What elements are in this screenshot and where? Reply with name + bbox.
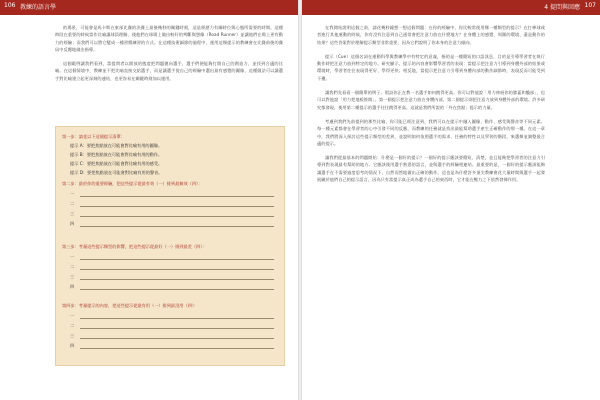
answer-line[interactable] [80, 259, 274, 260]
answer-line[interactable] [80, 196, 274, 197]
rank-label-1: 一 [70, 313, 75, 318]
rank-label-4: 四 [70, 284, 75, 289]
worksheet-step-2: 第二步：最於你的重要經驗，把這些提示從最有效（一）排到最無效（四）： [62, 181, 203, 186]
rank-label-2: 二 [70, 323, 75, 328]
rank-label-3: 三 [70, 274, 75, 279]
answer-line[interactable] [80, 328, 274, 329]
right-paragraph: 讓我們從最基本的問題開始：什麼是一個好的提示？一個好的提示應該要簡短、清楚，並且能夠把學習者的注意力引導到對表現最有幫助的地方。它應該使用選手熟悉的語言，並與選手的經驗相連結。最重要的是，一個好的提示應該能夠讓選手在不需要過度思考的情況下，自然而然地做出正確的動作。這也是為什麼許多頂尖教練會花大量時間與選手一起發展屬於他們自己的提示語言，因為只有當提示真正成為選手自己的東西時，它才能在壓力之下依然發揮作用。 [317, 155, 545, 183]
left-paragraph: 這個範例讓我們看到，當提問者以開放的態度把問題拋向選手，選手們便能夠打開自己的創造力，並找到合適的比喻。在這個情境中，教練並不把比喻直接交給選手，而是讓選手從自己的經驗中選出最有感覺的圖像，這種做法可以讓選手對比喻建立起更深刻的連結，也更容易在關鍵時刻加以運用。 [55, 61, 283, 81]
worksheet-hint-b: 提示 B：要把焦點放在可能會對比喻有用的動作。 [70, 152, 163, 157]
answer-line[interactable] [80, 348, 274, 349]
rank-label-3: 三 [70, 211, 75, 216]
answer-line[interactable] [80, 289, 274, 290]
rank-label-3: 三 [70, 333, 75, 338]
left-page-number: 106 [4, 2, 16, 9]
left-book-title: 教練的語言學 [20, 4, 57, 11]
left-body-text [55, 24, 283, 89]
worksheet-step-1: 第一步：請花以下這個提示清單： [62, 134, 125, 139]
worksheet-hint-d: 提示 D：要把焦點放在可能會對比喻有用的聲音。 [70, 170, 163, 175]
right-paragraph: 讓我們先看看一個簡單的例子。假設你正在教一名選手如何跳得更高。你可以對他說「用力伸展你的膝蓋和髖部」，也可以對他說「用力把地板推開」。第一個提示把注意力放在身體內部，第二個提示則把注意力放到身體外部的環境。許多研究都發現，使用第二種提示的選手往往跳得更高。這就是我們所說的「外在焦點」提示的力量。 [317, 90, 545, 110]
worksheet-step-3: 第三步：考量這些提示類型的影響，把這些提示從最好（一）排到最差（四）： [62, 244, 207, 249]
worksheet-step-4: 第四步：考量提示的內容，把這些提示從最有用（一）排到最沒用（四）： [62, 303, 199, 308]
rank-label-4: 四 [70, 343, 75, 348]
answer-line[interactable] [80, 279, 274, 280]
answer-line[interactable] [80, 338, 274, 339]
right-chapter-title: 4 提問與回應 [544, 4, 580, 11]
answer-line[interactable] [80, 318, 274, 319]
rank-label-2: 二 [70, 201, 75, 206]
book-gutter [298, 0, 302, 400]
right-paragraph: 在我開始說明這個之前，請花幾秒鐘想一想這個問題：在你的經驗中，你比較常使用哪一種類型的提示？在打棒球或者進行其他運動的時候，你有沒有注意到自己通常會把注意力放在什麼地方？在身體上的感覺、周圍的環境、還是動作的結果？這些答案對於理解提示類型非常重要，因為它們說明了你本身的注意力傾向。 [317, 25, 545, 45]
right-page-number: 107 [584, 2, 596, 9]
header-band-right [302, 0, 600, 15]
header-band-left [0, 0, 298, 15]
worksheet-hint-c: 提示 C：要把焦點放在可能會對比喻有用的感受。 [70, 161, 163, 166]
right-paragraph: 提示（Cue）這個名詞在運動科學與教練學中有特定的意義，指的是一種簡短的口語訊息，目的是引導學習者在執行動作時把注意力放到特定的地方。研究顯示，提示的內容會影響學習者的表現：當提示把注意力引導到身體外部的結果或環境時，學習者往往表現得更好、學得更快；相反地，當提示把注意力引導到身體內部的動作細節時，表現反而可能受到干擾。 [317, 53, 545, 81]
rank-label-1: 一 [70, 254, 75, 259]
answer-line[interactable] [80, 269, 274, 270]
answer-line[interactable] [80, 226, 274, 227]
rank-label-2: 二 [70, 264, 75, 269]
answer-line[interactable] [80, 216, 274, 217]
rank-label-4: 四 [70, 221, 75, 226]
answer-line[interactable] [80, 206, 274, 207]
left-paragraph: 的場景，可能會是馬卡斯在東部比賽的決賽上最後幾秒的關鍵時刻，這是經歷力有關時位與心態所需要的時間。這種時段在重要的時候當作比喻讓球員理解，使他們在球場上做出較好的判斷與想像（Road Runner）並讓他們在場上更有動力的經驗；而我們可以將它變成一種習慣練習的方式。在這種技術細節的過程中，運用這類提示的教練會在比賽前後的賽局中反覆地做出指導。 [55, 25, 283, 52]
worksheet-note [55, 126, 285, 366]
worksheet-hint-a: 提示 A：要把焦點放在可能會對比喻有用的圖像。 [70, 143, 163, 148]
right-body-text [317, 24, 545, 190]
rank-label-1: 一 [70, 191, 75, 196]
right-paragraph: 考慮到我們先前提到的那些比喻，你可能已經注意到，我們可以在提示中融入圖像、動作、感受與聲音等不同元素。每一種元素都會在學習者的心中引發不同的反應，而教練的任務就是找出最能幫助選手產生正確動作的那一種。在這一章中，我們將深入探討這些提示類型的差異，並說明如何依照選手的需求、任務的特性以及學習的階段，來選擇並調整最合適的提示。 [317, 118, 545, 146]
